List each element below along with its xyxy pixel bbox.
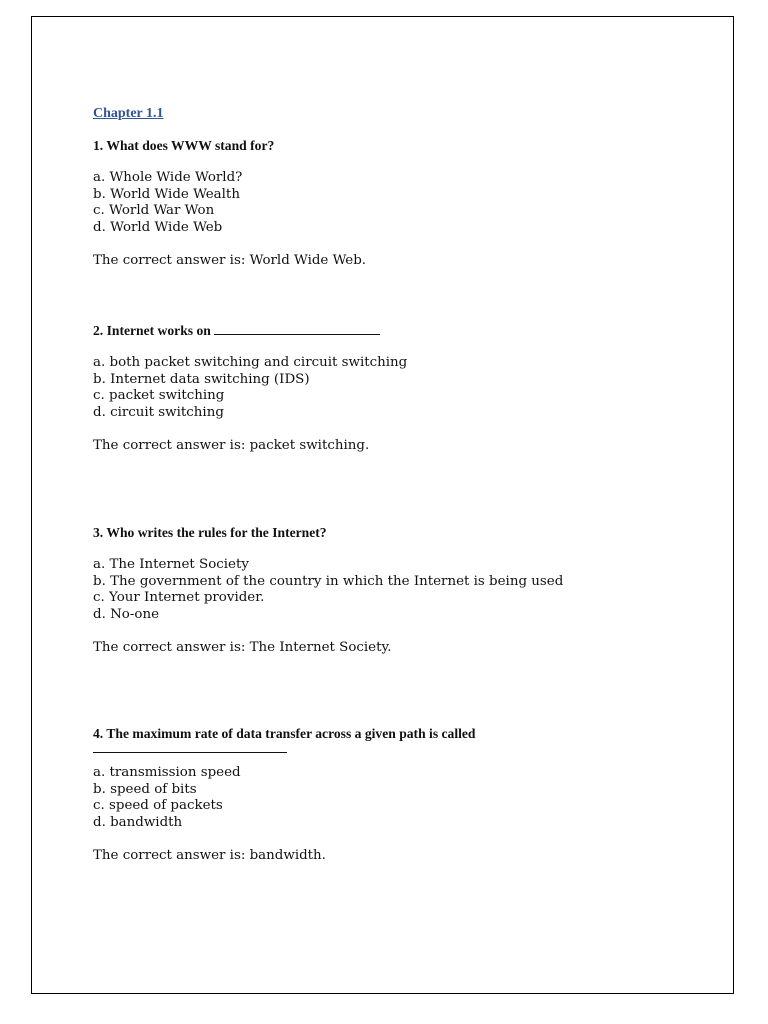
question-2-options	[93, 355, 713, 421]
option: c. World War Won	[93, 203, 215, 219]
option: c. Your Internet provider.	[93, 590, 265, 606]
option: b. speed of bits	[93, 781, 197, 797]
question-2-prompt-line	[93, 322, 713, 339]
question-4-answer: The correct answer is: bandwidth.	[93, 848, 326, 864]
question-4-prompt: 4. The maximum rate of data transfer across a given path is called	[93, 726, 476, 741]
question-3-options	[93, 557, 713, 623]
option: b. Internet data switching (IDS)	[93, 371, 310, 387]
option: b. The government of the country in which the Internet is being used	[93, 573, 564, 589]
question-3-prompt: 3. Who writes the rules for the Internet?	[93, 525, 327, 540]
question-1-options	[93, 170, 713, 236]
option: c. packet switching	[93, 388, 225, 404]
option: b. World Wide Wealth	[93, 186, 240, 202]
option: c. speed of packets	[93, 798, 223, 814]
document-page	[31, 16, 734, 994]
question-2-prompt: 2. Internet works on	[93, 323, 211, 338]
question-1-answer: The correct answer is: World Wide Web.	[93, 253, 367, 269]
option: a. The Internet Society	[93, 557, 249, 572]
question-1	[93, 137, 713, 269]
option: d. circuit switching	[93, 404, 224, 420]
question-3-answer: The correct answer is: The Internet Society.	[93, 640, 392, 656]
question-2-answer: The correct answer is: packet switching.	[93, 438, 370, 454]
question-2	[93, 322, 713, 454]
option: d. bandwidth	[93, 814, 183, 830]
chapter-heading[interactable]: Chapter 1.1	[93, 106, 164, 121]
question-1-prompt: 1. What does WWW stand for?	[93, 138, 275, 153]
question-4-options	[93, 765, 713, 831]
option: a. Whole Wide World?	[93, 170, 243, 185]
question-3	[93, 524, 713, 656]
option: a. transmission speed	[93, 765, 241, 780]
fill-in-blank	[93, 742, 287, 753]
fill-in-blank	[214, 322, 380, 335]
option: a. both packet switching and circuit switching	[93, 355, 408, 370]
option: d. No-one	[93, 606, 159, 622]
option: d. World Wide Web	[93, 219, 223, 235]
question-4	[93, 725, 713, 864]
